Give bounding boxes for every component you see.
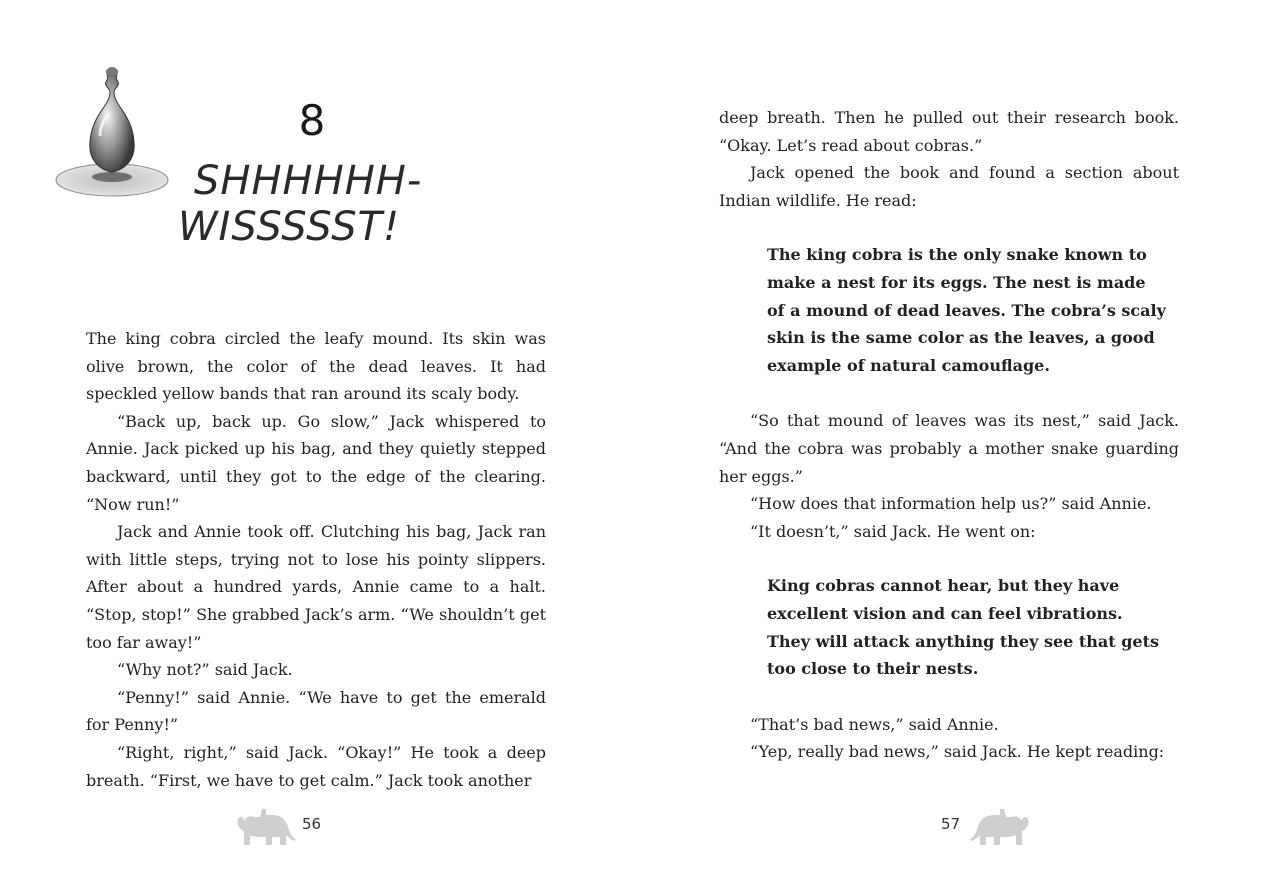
paragraph: Jack opened the book and found a section about Indian wildlife. He read: (719, 163, 1179, 210)
right-page-body (719, 104, 1179, 766)
paragraph: “That’s bad news,” said Annie. (750, 714, 999, 734)
paragraph: The king cobra circled the leafy mound. Its skin was olive brown, the color of the dead leaves. It had speckled yellow bands that ran around its scaly body. (86, 329, 546, 404)
chapter-number: 8 (298, 96, 326, 145)
left-page-body (86, 325, 546, 794)
paragraph: “It doesn’t,” said Jack. He went on: (750, 521, 1036, 541)
page-number: 56 (302, 815, 322, 833)
research-book-quote: King cobras cannot hear, but they have excellent vision and can feel vibrations. They will attack anything they see that gets too close to their nests. (767, 576, 1159, 679)
elephant-icon (234, 805, 298, 855)
genie-bottle-illustration (52, 62, 170, 202)
page-number: 57 (941, 815, 961, 833)
paragraph: “So that mound of leaves was its nest,” said Jack. “And the cobra was probably a mother snake guarding her eggs.” (719, 411, 1179, 486)
paragraph: “Penny!” said Annie. “We have to get the emerald for Penny!” (86, 687, 546, 735)
paragraph: “Yep, really bad news,” said Jack. He kept reading: (750, 742, 1165, 762)
paragraph: “Why not?” said Jack. (117, 660, 293, 680)
paragraph: “Back up, back up. Go slow,” Jack whispered to Annie. Jack picked up his bag, and they quietly stepped backward, until they got to the edge of the clearing. “Now run!” (86, 411, 546, 514)
page-footer-left (234, 805, 354, 855)
elephant-icon (968, 805, 1032, 855)
chapter-title-line-2: WISSSSST! (178, 204, 401, 250)
paragraph: deep breath. Then he pulled out their research book. “Okay. Let’s read about cobras.” (719, 108, 1179, 155)
paragraph: Jack and Annie took off. Clutching his bag, Jack ran with little steps, trying not to lose his pointy slippers. After about a hundred yards, Annie came to a halt. “Stop, stop!” She grabbed Jack’s arm. “We shouldn’t get too far away!” (86, 522, 546, 652)
paragraph: “Right, right,” said Jack. “Okay!” He took a deep breath. “First, we have to get calm.” Jack took another (86, 742, 546, 790)
page-footer-right (936, 805, 1056, 855)
right-page (632, 0, 1264, 874)
paragraph: “How does that information help us?” said Annie. (750, 494, 1152, 514)
research-book-quote: The king cobra is the only snake known to make a nest for its eggs. The nest is made of a mound of dead leaves. The cobra’s scaly skin is the same color as the leaves, a good example of natural camouflage. (767, 245, 1166, 375)
chapter-title-line-1: SHHHHHH- (194, 158, 423, 204)
